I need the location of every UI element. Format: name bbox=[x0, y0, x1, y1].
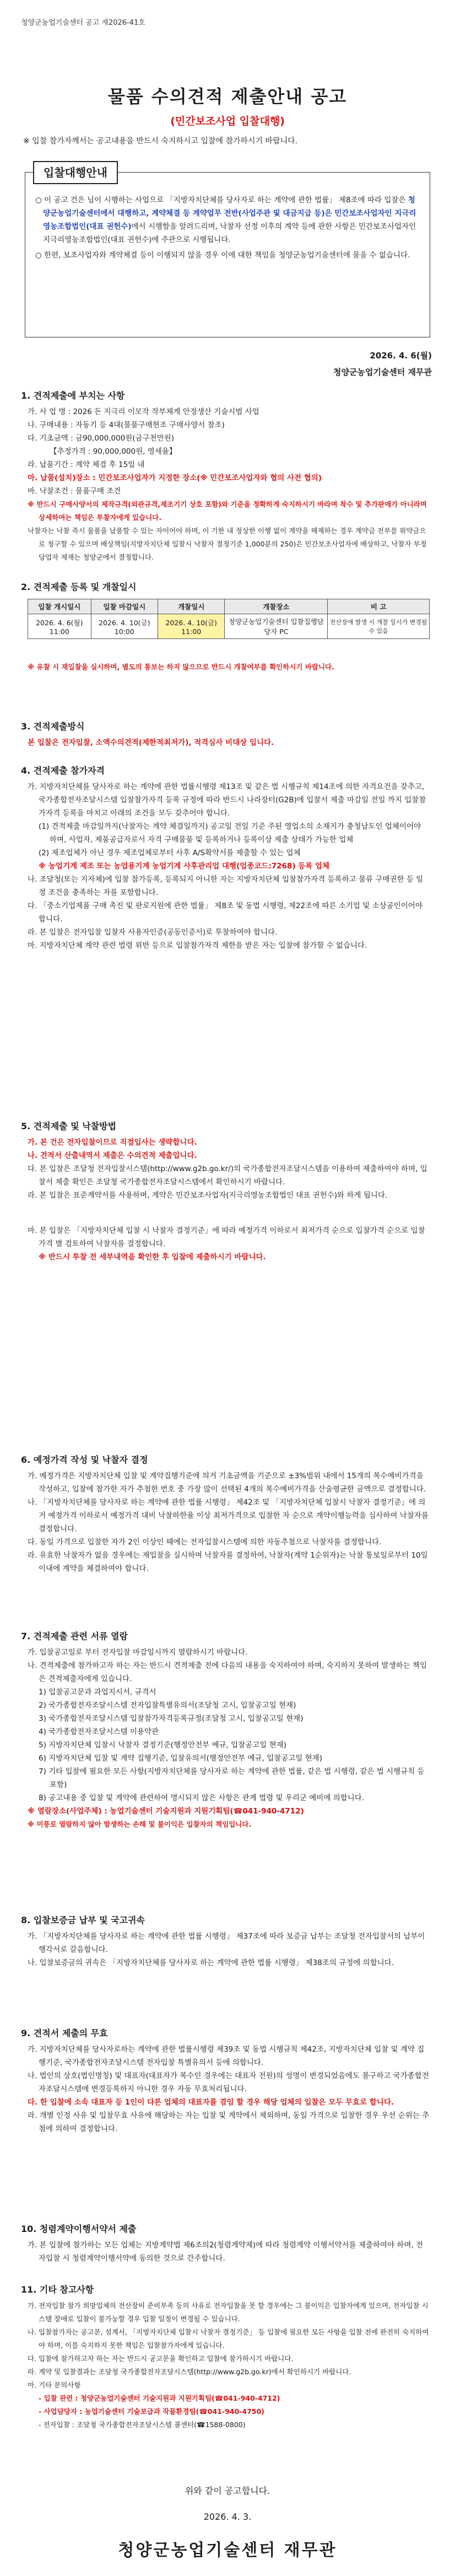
sec4-line: 마. 지방자치단체 계약 관련 법령 위반 등으로 입찰참가자격 제한을 받은 자는 입찰에 참가할 수 없습니다. bbox=[28, 941, 367, 950]
sec7-line: 2) 국가종합전자조달시스템 전자입찰특별유의서(조달청 고시, 입찰공고일 현재) bbox=[39, 1701, 296, 1710]
closing-statement: 위와 같이 공고합니다. bbox=[185, 2486, 270, 2496]
sec11-line: 마. 기타 문의사항 bbox=[28, 2381, 81, 2389]
guide-paragraph-1 bbox=[35, 194, 420, 246]
sec7-line: 나. 견적제출에 참가하고자 하는 자는 반드시 견적제출 전에 다음의 내용을 숙지하여야 하며, 숙지하지 못하여 발생하는 책임은 견적제출자에게 있습니다. bbox=[28, 1661, 427, 1683]
notice-date: 2026. 4. 6(월) bbox=[370, 351, 432, 361]
section-8-heading: 8. 입찰보증금 납부 및 국고귀속 bbox=[21, 1915, 145, 1925]
section-7-heading: 7. 견적제출 관련 서류 열람 bbox=[21, 1631, 128, 1641]
guide-paragraph-2: ○ 한편, 보조사업자와 계약체결 등이 이행되지 않을 경우 이에 대한 책임을 청양군농업기술센터에 물을 수 없습니다. bbox=[35, 251, 410, 260]
sec9-line: 다. 한 입찰에 소속 대표자 등 1인이 다른 업체의 대표자를 겸임 할 경우 해당 업체의 입찰은 모두 무효로 합니다. bbox=[28, 2098, 394, 2107]
sec1-line: 라. 납품기간 : 계약 체결 후 15일 내 bbox=[28, 460, 145, 469]
document-number: 청양군농업기술센터 공고 제2026-41호 bbox=[21, 19, 145, 27]
sec7-line: ※ 열람장소(사업주체) : 농업기술센터 기술지원과 지원기획팀(☎041-940-4712) bbox=[28, 1807, 304, 1816]
section-11-body bbox=[28, 2299, 430, 2432]
section-3-body bbox=[28, 736, 430, 749]
schedule-header-cell: 개찰장소 bbox=[225, 599, 328, 614]
sec9-line: 나. 법인의 상호(법인명칭) 및 대표자(대표자가 복수인 경우에는 대표자 전원)의 성명이 변경되었음에도 불구하고 국가종합전자조달시스템에 변경등록하지 아니한 경우 자동 무효처리됩니다. bbox=[28, 2071, 429, 2094]
section-4-heading: 4. 견적제출 참가자격 bbox=[21, 765, 105, 776]
sec1-line: 바. 낙찰조건 : 물품구매 조건 bbox=[28, 487, 121, 496]
section-2-heading: 2. 견적제출 등록 및 개찰일시 bbox=[21, 582, 137, 592]
section-5-heading: 5. 견적제출 및 낙찰방법 bbox=[21, 1121, 117, 1131]
closing-date: 2026. 4. 3. bbox=[203, 2511, 252, 2522]
sec5-line: 나. 견적서 산출내역서 제출은 수의견적 제출입니다. bbox=[28, 1151, 197, 1160]
sec4-line: (1) 견적제출 마감일까지(낙찰자는 계약 체결일까지) 공고일 전일 기준 주된 영업소의 소재지가 충청남도인 업체이어야 하며, 사업자, 제품공급자로서 자격 구매물품 및 등록하거나 등록이상 제출 상태가 가능한 업체 bbox=[39, 822, 421, 844]
sec7-line: 8) 공고내용 중 입찰 및 계약에 관련하여 명시되지 않은 사항은 관계 법령 및 우리군 예비에 의합니다. bbox=[39, 1794, 365, 1802]
sec7-line: 가. 입찰공고일로 부터 전자입찰 마감일시까지 열람하시기 바랍니다. bbox=[28, 1648, 248, 1657]
sec1-line: 나. 구매내용 : 자동기 등 4대(물품구매현조 구매사양서 참조) bbox=[28, 421, 225, 430]
section-5-body bbox=[28, 1136, 430, 1264]
section-4-body bbox=[28, 780, 430, 952]
schedule-header-row bbox=[28, 599, 430, 614]
sec8-line: 나. 입찰보증금의 귀속은 「지방자치단체를 당사자로 하는 계약에 관한 법률 시행령」 제38조의 규정에 의합니다. bbox=[28, 1958, 394, 1967]
sec11-line: - 전자입찰 : 조달청 국가종합전자조달시스템 콜센터(☎1588-0800) bbox=[39, 2421, 246, 2429]
schedule-cell: 2026. 4. 6(월) 11:00 bbox=[28, 614, 91, 639]
sec1-line: 가. 사 업 명 : 2026 돈 지극리 이모작 작부체계 안정생산 기술시범 사업 bbox=[28, 407, 259, 416]
guide-label: 입찰대행안내 bbox=[33, 161, 118, 184]
sec11-line: - 입찰 관련 : 청양군농업기술센터 기술지원과 지원기획팀(☎041-940-4712) bbox=[39, 2394, 280, 2402]
sec11-line: 라. 계약 및 입찰결과는 조달청 국가종합전자조달시스템(http://www.g2b.go.kr)에서 확인하시기 바랍니다. bbox=[28, 2368, 351, 2376]
schedule-note: ※ 유찰 시 재입찰을 실시하며, 별도의 통보는 하지 않으므로 반드시 개찰여부를 확인하시기 바랍니다. bbox=[28, 663, 334, 671]
sec1-line: 다. 기초금액 : 금90,000,000원(금구천만원) bbox=[28, 434, 175, 443]
section-9-heading: 9. 견적서 제출의 무효 bbox=[21, 2028, 108, 2038]
sec7-line: 3) 국가종합전자조달시스템 입찰참가자격등록규정(조달청 고시, 입찰공고일 현재) bbox=[39, 1714, 304, 1723]
schedule-cell: 전산장애 발생 시 개찰 일시가 변경될 수 있음 bbox=[328, 614, 430, 639]
schedule-header-cell: 입찰 마감일시 bbox=[91, 599, 158, 614]
notice-title: 물품 수의견적 제출안내 공고 bbox=[107, 86, 348, 107]
guide-box bbox=[25, 172, 430, 337]
section-6-body bbox=[28, 1469, 430, 1575]
notice-subtitle: (민간보조사업 입찰대행) bbox=[170, 115, 285, 127]
schedule-cell: 2026. 4. 10(금) 11:00 bbox=[158, 614, 225, 639]
sec7-line: 5) 지방자치단체 입찰시 낙찰자 결정기준(행정안전부 예규, 입찰공고일 현재) bbox=[39, 1741, 286, 1749]
sec4-line: 가. 지방자치단체를 당사자로 하는 계약에 관한 법률시행령 제13조 및 같은 법 시행규칙 제14조에 의한 자격요건을 갖추고, 국가종합전자조달시스템 입찰참가자격 등록 규정에 따라 반드시 나라장터(G2B)에 입찰서 제출 마감일 전일 까지 입찰참가자격 등록을 마치고 아래의 조건을 모두 갖추어야 합니다. bbox=[28, 782, 426, 818]
guide-p1-pre: ○ 이 공고 건은 님이 시행하는 사업으로 「지방자치단체를 당사자로 하는 계약에 관한 법률」 제8조에 따라 입찰은 bbox=[35, 196, 408, 205]
sec9-line: 라. 개별 인정 사유 및 입찰무효 사유에 해당하는 자는 입찰 및 계약에서 제외하며, 동일 가격으로 입찰한 경우 우선 순위는 추첨에 의하여 결정합니다. bbox=[28, 2111, 430, 2133]
sec11-line: 나. 입찰참가자는 공고문, 설계서, 「지방자치단체 입찰시 낙찰자 결정기준」 등 입찰에 필요한 모든 사항을 입찰 전에 완전히 숙지하여야 하며, 이를 숙지하지 못한 책임은 입찰참가자에게 있습니다. bbox=[28, 2328, 429, 2349]
sec7-line: 4) 국가종합전자조달시스템 이용약관 bbox=[39, 1727, 159, 1736]
sec6-line: 가. 예정가격은 지방자치단체 입찰 및 계약집행기준에 의거 기초금액을 기준으로 ±3%범위 내에서 15개의 복수예비가격을 작성하고, 입찰에 참가한 자가 추첨한 번호 중 가장 많이 선택된 4개의 복수예비가격을 산술평균한 금액으로 결정합니다. bbox=[28, 1472, 426, 1494]
sec11-line: - 사업담당자 : 농업기술센터 기술보급과 작물환경팀(☎041-940-4750) bbox=[39, 2407, 264, 2416]
sec8-line: 가. 「지방자치단체를 당사자로 하는 계약에 관한 법률 시행령」 제37조에 따라 보증금 납부는 조달청 전자입찰서의 납부이행각서로 갈음합니다. bbox=[28, 1932, 425, 1954]
sec7-line: 6) 지방자치단체 입찰 및 계약 집행기준, 입찰유의서(행정안전부 예규, 입찰공고일 현재) bbox=[39, 1754, 322, 1763]
section-8-body bbox=[28, 1930, 430, 1969]
sec6-line: 라. 유효한 낙찰자가 없을 경우에는 재입찰을 실시하며 낙찰자를 결정하여, 낙찰자(계약 1순위자)는 낙찰 통보일로부터 10일 이내에 계약을 체결하여야 합니다. bbox=[28, 1551, 428, 1573]
sec4-line: ※ 농업기계 제조 또는 농업용기계 농업기계 사후관리업 대행(업종코드:7268) 등록 업체 bbox=[39, 862, 330, 871]
section-10-heading: 10. 청렴계약이행서약서 제출 bbox=[21, 2224, 137, 2234]
sec7-line: 7) 기타 입찰에 필요한 모든 사항(지방자치단체를 당사자로 하는 계약에 관한 법률, 같은 법 시행령, 같은 법 시행규칙 등 포함) bbox=[39, 1767, 425, 1789]
sec1-note-b: 낙찰자는 낙찰 즉시 물품을 납품할 수 있는 자이어야 하며, 이 기한 내 정상한 이행 없이 계약을 해제하는 경우 계약금 전부를 위약금으로 청구할 수 있으며 배상책임(지방자치단체 입찰시 낙찰자 결정기준 1,000분의 250)은 민간보조사업자에 배상하고, 낙찰자 부정당업자 제재는 청양군에서 결정합니다. bbox=[28, 527, 427, 561]
schedule-cell: 청양군농업기술센터 입찰집행담당자 PC bbox=[225, 614, 328, 639]
notice-org: 청양군농업기술센터 재무관 bbox=[333, 367, 432, 377]
sec5-line: 다. 본 입찰은 조달청 전자입찰시스템(http://www.g2b.go.kr/)의 국가종합전자조달시스템을 이용하여 제출하여야 하며, 입찰서 제출 확인은 조달청 국가종합전자조달시스템에서 확인하시기 바랍니다. bbox=[28, 1164, 427, 1187]
schedule-header-cell: 입찰 개시일시 bbox=[28, 599, 91, 614]
guide-p1-post: 에서 시행함을 알려드리며, 낙찰자 선정 이후의 계약 등에 관한 사항은 민간보조사업자인 지극리영농조합법인(대표 권헌수)에 주관으로 시행됩니다. bbox=[43, 222, 416, 244]
sec4-line: 다. 「중소기업제품 구매 촉진 및 판로지원에 관한 법률」 제8조 및 동법 시행령, 제22조에 따른 소기업 및 소상공인이어야 합니다. bbox=[28, 901, 422, 924]
sec10-text: 가. 본 입찰에 참가하는 모든 업체는 지방계약법 제6조의2(청렴계약제)에 따라 청렴계약 이행서약서를 제출하여야 하며, 전자입찰 시 청렴계약이행서약에 동의한 것으로 간주합니다. bbox=[28, 2241, 424, 2263]
intro-note: ※ 입찰 참가자께서는 공고내용을 반드시 숙지하시고 입찰에 참가하시기 바랍니다. bbox=[23, 137, 298, 146]
sec5-line: 라. 본 입찰은 표준계약서를 사용하며, 계약은 민간보조사업자(지극리영농조합법인 대표 권헌수)와 하게 됩니다. bbox=[28, 1191, 388, 1200]
sec3-text: 본 입찰은 전자입찰, 소액수의견적(제한적최저가), 적격심사 비대상 입니다. bbox=[28, 738, 274, 747]
sec4-line: (2) 제조업체가 아닌 경우 제조업체로부터 사후 A/S확약서를 제출할 수 있는 업체 bbox=[39, 849, 301, 857]
sec1-note-a: ※ 반드시 구매사양서의 제작규격(외관규격,제조기기 상호 포함)와 기준을 정확하게 숙지하시기 바라며 착수 및 추가판매가 아니라며 상세하여는 책임은 투찰자에게 있습니다. bbox=[28, 500, 427, 522]
sec6-line: 나. 「지방자치단체를 당사자로 하는 계약에 관한 법률 시행령」 제42조 및 「지방자치단체 입찰시 낙찰자 결정기준」에 의거 예정가격 이하로서 예정가격 대비 낙찰하한율 이상 최저가격으로 입찰한 자 순으로 계약이행능력을 심사하여 낙찰자를 결정합니다. bbox=[28, 1498, 429, 1533]
section-11-heading: 11. 기타 참고사항 bbox=[21, 2284, 94, 2295]
sec5-line: 가. 본 건은 전자입찰이므로 직접입사는 생략합니다. bbox=[28, 1138, 197, 1147]
sec7-line: ※ 미풍로 열람하지 않아 발생하는 손해 및 불이익은 입찰자의 책임입니다. bbox=[28, 1820, 252, 1828]
sec4-line: 나. 조달청(또는 지자체)에 입찰 참가등록, 등록되지 아니한 자는 지방자치단체 입찰참가자격 등록하고 물류 구매권한 등 일정 조건을 충족하는 자를 포함합니다. bbox=[28, 875, 424, 897]
sec5-line: ※ 반드시 투찰 전 세부내역을 확인한 후 입찰에 제출하시기 바랍니다. bbox=[39, 1253, 266, 1262]
sec11-line: 다. 입찰에 참가하고자 하는 자는 반드시 공고문을 확인하고 입찰에 참가하시기 바랍니다. bbox=[28, 2354, 294, 2363]
section-10-body bbox=[28, 2239, 430, 2265]
sec9-line: 가. 지방자치단체를 당사자로하는 계약에 관한 법률시행령 제39조 및 동법 시행규칙 제42조, 지방자치단체 입찰 및 계약 집행기준, 국가종합전자조달시스템 전자입찰 특별유의서 등에 의합니다. bbox=[28, 2045, 425, 2067]
sec1-line: 【추정가격 : 90,000,000원, 영세율】 bbox=[50, 447, 177, 456]
schedule-cell: 2026. 4. 10(금) 10:00 bbox=[91, 614, 158, 639]
section-6-heading: 6. 예정가격 작성 및 낙찰자 결정 bbox=[21, 1455, 148, 1465]
closing-org: 청양군농업기술센터 재무관 bbox=[118, 2541, 337, 2560]
sec11-line: 가. 전자입찰 참가 희망업체의 전산장비 준비부족 등의 사유로 전자입찰을 못 할 경우에는 그 불이익은 입찰자에게 있으며, 전자입찰 시스템 장애로 입찰이 불가능할 경우 입찰 일정이 변경될 수 있습니다. bbox=[28, 2301, 429, 2323]
section-1-heading: 1. 견적제출에 부치는 사항 bbox=[21, 390, 125, 401]
sec7-line: 1) 입찰공고문과 과업지시서, 규격서 bbox=[39, 1688, 156, 1697]
schedule-header-cell: 비 고 bbox=[328, 599, 430, 614]
schedule-table bbox=[28, 599, 430, 639]
sec4-line: 라. 본 입찰은 전자입찰 입찰자 사용자인증(공동인증서)로 투찰하여야 합니다. bbox=[28, 928, 278, 937]
section-3-heading: 3. 견적제출방식 bbox=[21, 721, 85, 732]
schedule-header-cell: 개찰일시 bbox=[158, 599, 225, 614]
section-1-body bbox=[28, 405, 430, 564]
sec6-line: 다. 동일 가격으로 입찰한 자가 2인 이상인 때에는 전자입찰시스템에 의한 자동추첨으로 낙찰자를 결정합니다. bbox=[28, 1538, 382, 1547]
section-7-body bbox=[28, 1646, 430, 1831]
sec5-line: 마. 본 입찰은 「지방자치단체 입찰 시 낙찰자 결정기준」에 따라 예정가격 이하로서 최저가격 순으로 입찰가격 순으로 입찰가격 별 검토하여 낙찰자를 결정합니다. bbox=[28, 1226, 425, 1248]
schedule-row bbox=[28, 614, 430, 639]
section-9-body bbox=[28, 2043, 430, 2135]
guide-p1-highlight: 청양군농업기술센터에서 대행하고, 계약체결 등 계약업무 전반(사업주관 및 대금지급 등)은 민간보조사업자인 지극리영농조합법인(대표 권헌수) bbox=[43, 196, 416, 231]
sec1-line: 마. 납품(설치)장소 : 민간보조사업자가 지정한 장소(※ 민간보조사업자와 협의 사전 협의) bbox=[28, 474, 322, 482]
